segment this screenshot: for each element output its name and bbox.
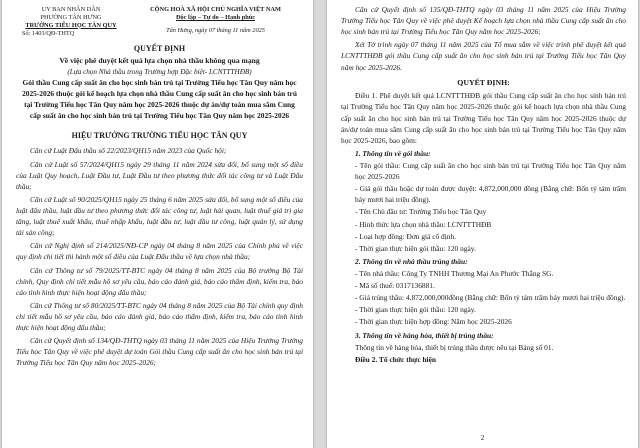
basis-continued: Căn cứ Quyết định số 135/QĐ-THTQ ngày 03 tháng 11 năm 2025 của Hiệu Trưởng Trường Tiểu học Tân Quy về việc phê duyệt Kế hoạch lựa chọn nhà thầu Cung cấp suất ăn cho học sinh bán trú tại Trường Tiểu học Tân Quy năm học 2025-2026; — [341, 5, 626, 37]
contractor-info-line: - Thời gian thực hiện gói thầu: 120 ngày. — [355, 305, 476, 315]
package-description: Gói thầu Cung cấp suất ăn cho học sinh bán trú tại Trường Tiểu học Tân Quy năm học 2025-2026 thuộc gói kế hoạch lựa chọn nhà thầu Cung cấp suất ăn cho học sinh bán trú tại Trường Tiểu học Tân Quy năm học 2025-2026 thuộc dự án/dự toán mua sắm Cung cấp suất ăn cho học sinh bán trú tại Trường Tiểu học Tân Quy năm học 2025-2026 — [22, 78, 297, 120]
signing-authority: HIỆU TRƯỞNG TRƯỜNG TIỂU HỌC TÂN QUY — [71, 131, 248, 141]
review-statement: Xét Tờ trình ngày 07 tháng 11 năm 2025 của Tổ mua sắm về việc trình phê duyệt kết quả LCNTTTHĐB gói thầu Cung cấp suất ăn cho học sinh bán trú tại Trường Tiểu học Tân Quy năm học 2025-2026. — [341, 40, 626, 72]
contractor-info-line: - Giá trúng thầu: 4,872,000,000đồng (Bằng chữ: Bốn tỷ tám trăm bảy mươi hai triệu đồng). — [355, 293, 626, 303]
document-page-2 — [327, 0, 638, 448]
decision-subject-note: (Lựa chọn Nhà thầu trong Trường hợp Đặc biệt- LCNTTTHĐB) — [67, 67, 252, 76]
national-title: CỘNG HOÀ XÃ HỘI CHỦ NGHĨA VIỆT NAM — [150, 6, 281, 13]
package-info-line: - Thời gian thực hiện gói thầu: 120 ngày. — [355, 243, 476, 253]
page-number: 2 — [480, 434, 485, 442]
contractor-info-line: - Tên nhà thầu: Công Ty TNHH Thương Mại An Phước Thắng SG. — [355, 268, 554, 278]
decision-title: QUYẾT ĐỊNH — [133, 44, 186, 54]
decision-number: Số: 1403/QĐ-THTQ — [22, 29, 75, 37]
document-page-1 — [2, 0, 313, 448]
article-2: Điều 2. Tổ chức thực hiện — [355, 354, 437, 364]
legal-basis-item: Căn cứ Luật số 57/2024/QH15 ngày 29 tháng 11 năm 2024 sửa đổi, bổ sung một số điều của Luật Quy hoạch, Luật Đầu tư, Luật Đầu tư theo phương thức đối tác công tư và Luật Đấu thầu; — [16, 159, 303, 191]
legal-basis-list — [16, 145, 303, 368]
legal-basis-item: Căn cứ Luật số 90/2025/QH15 ngày 25 tháng 6 năm 2025 sửa đổi, bổ sung một số điều của luật đấu thầu, luật đầu tư theo phương thức đối tác công tư, luật hải quan, luật thuế giá trị gia tăng, luật thuế xuất khẩu, thuế nhập khẩu, luật đầu tư, luật đầu tư công, luật quản lý, sử dụng tài sản công; — [16, 194, 303, 238]
legal-basis-item: Căn cứ Luật Đấu thầu số 22/2023/QH15 năm 2023 của Quốc hội; — [30, 146, 227, 156]
authority-line-2: PHƯỜNG TÂN HƯNG — [40, 13, 102, 21]
section-1-title: 1. Thông tin về gói thầu: — [355, 148, 431, 158]
legal-basis-item: Căn cứ Thông tư số 80/2025/TT-BTC ngày 04 tháng 8 năm 2025 của Bộ Tài chính quy định chi tiết mẫu hồ sơ yêu cầu, báo cáo đánh giá, báo cáo thẩm định, kiểm tra, báo cáo tình hình thực hiện hoạt động đấu thầu; — [16, 300, 303, 333]
authority-line-1: UY BAN NHÂN DÂN — [41, 6, 101, 13]
issuing-authority-block — [16, 6, 126, 37]
contractor-info-line: - Thời gian thực hiện hợp đồng: Năm học 2025-2026 — [355, 317, 512, 327]
package-info-line: - Tên gói thầu: Cung cấp suất ăn cho học sinh bán trú tại Trường Tiểu học Tân Quy năm học 2025-2026 — [355, 161, 626, 182]
goods-info-line: Thông tin về hàng hóa, thiết bị trúng thầu được nêu tại Bảng số 01. — [355, 342, 554, 352]
document-header — [16, 6, 303, 37]
section-3-title: 3. Thông tin về hàng hóa, thiết bị trúng thầu: — [355, 330, 494, 340]
legal-basis-item: Căn cứ Quyết định số 134/QĐ-THTQ ngày 03 tháng 11 năm 2025 của Hiệu Trưởng Trường Tiểu học Tân Quy về việc phê duyệt dự toán Gói thầu Cung cấp suất ăn cho học sinh bán trú tại Trường Tiểu học Tân Quy năm học 2025-2026; — [16, 336, 303, 368]
issue-date: Tân Hưng, ngày 07 tháng 11 năm 2025 — [166, 26, 265, 34]
national-motto: Độc lập – Tự do – Hạnh phúc — [175, 13, 256, 21]
contractor-info-line: - Mã số thuế: 0317136881. — [355, 281, 435, 291]
package-info-line: - Giá gói thầu hoặc dự toán được duyệt: 4,872,000,000 đồng (Bằng chữ: Bốn tỷ tám trăm bảy mươi hai triệu đồng). — [355, 184, 626, 205]
section-2-title: 2. Thông tin về nhà thầu trúng thầu: — [355, 256, 468, 266]
package-info-line: - Tên Chủ đầu tư: Trường Tiểu học Tân Quy — [355, 207, 487, 217]
decision-subject: Về việc phê duyệt kết quả lựa chọn nhà thầu không qua mạng — [59, 56, 260, 66]
national-heading-block — [128, 6, 303, 37]
article-1: Điều 1. Phê duyệt kết quả LCNTTTHĐB gói thầu Cung cấp suất ăn cho học sinh bán trú tại Trường Tiểu học Tân Quy năm học 2025-2026 thuộc gói kế hoạch lựa chọn nhà thầu Cung cấp suất ăn cho học sinh bán trú tại Trường Tiểu học Tân Quy năm học 2025-2026 thuộc dự án/dự toán mua sắm Cung cấp suất ăn cho học sinh bán trú tại Trường Tiểu học Tân Quy năm học 2025-2026, bao gồm: — [341, 91, 626, 145]
package-info-line: - Loại hợp đồng: Đơn giá cố định. — [355, 231, 457, 241]
legal-basis-item: Căn cứ Thông tư số 79/2025/TT-BTC ngày 04 tháng 8 năm 2025 của Bộ trưởng Bộ Tài chính, Quy định chi tiết mẫu hồ sơ yêu cầu, báo cáo đánh giá, báo cáo thẩm định, kiểm tra, báo cáo tình hình thực hiện hoạt động đấu thầu; — [16, 265, 303, 297]
package-info-line: - Hình thức lựa chọn nhà thầu: LCNTTTHĐB — [355, 219, 492, 229]
legal-basis-item: Căn cứ Nghị định số 214/2025/NĐ-CP ngày 04 tháng 8 năm 2025 của Chính phủ về việc quy định chi tiết thi hành một số điều của Luật Đấu thầu về lựa chọn nhà thầu; — [16, 241, 303, 262]
school-name: TRƯỜNG TIỂU HỌC TÂN QUY — [25, 21, 117, 29]
decision-heading: QUYẾT ĐỊNH: — [457, 77, 510, 87]
